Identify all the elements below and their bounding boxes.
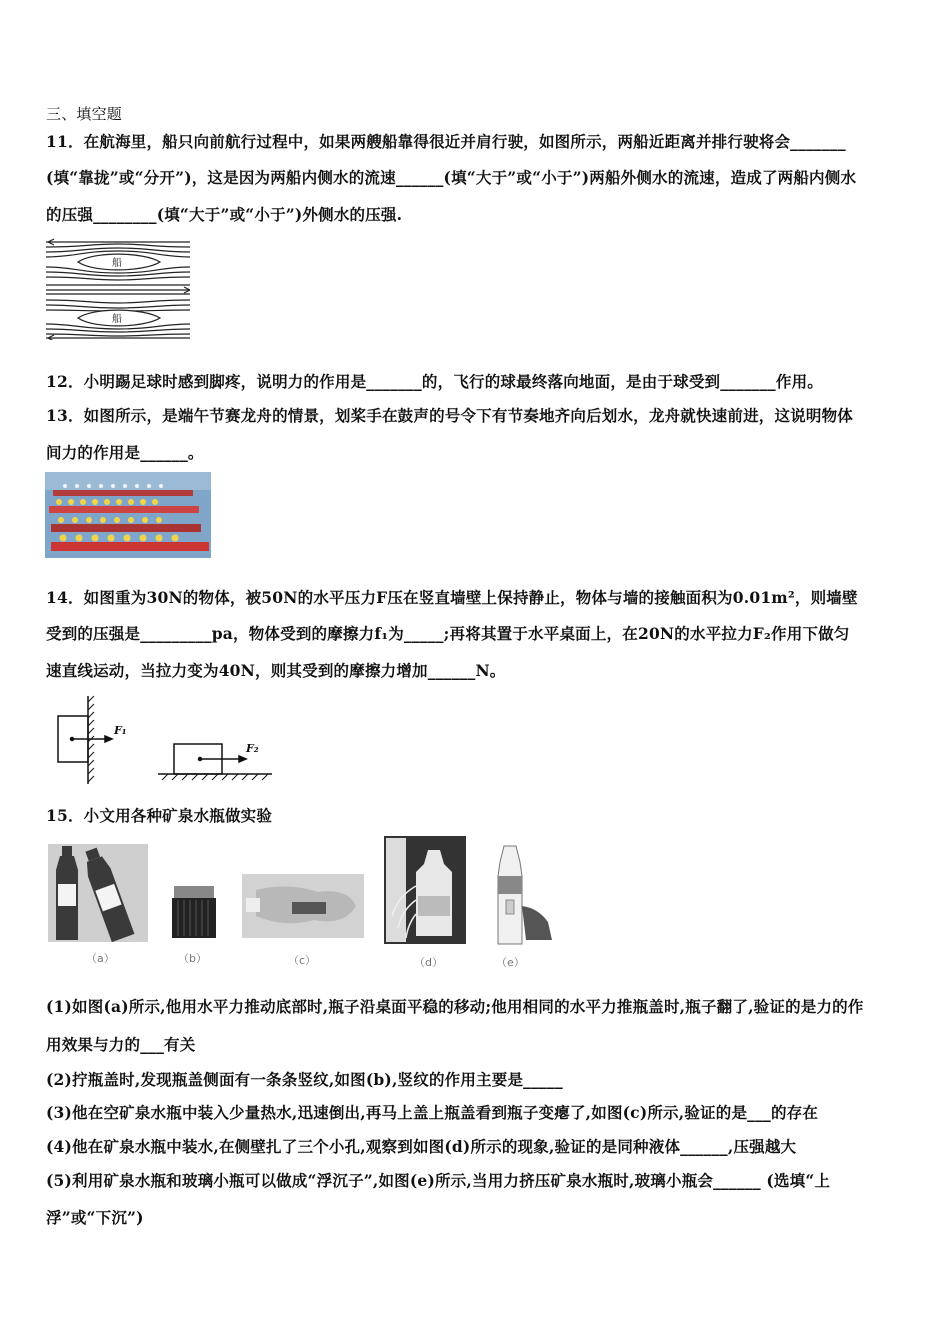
q14-line-2: 受到的压强是_________pa，物体受到的摩擦力f₁为_____;再将其置于水平桌面上，在20N的水平拉力F₂作用下做匀 xyxy=(46,624,850,643)
q14-line-3: 速直线运动，当拉力变为40N，则其受到的摩擦力增加______N。 xyxy=(46,661,506,680)
section-title: 三、填空题 xyxy=(46,105,123,123)
two-ships-flow-figure xyxy=(44,236,192,340)
q11-line-2: (填“靠拢”或“分开”)，这是因为两船内侧水的流速______(填“大于”或“小于”)两船外侧水的流速，造成了两船内侧水 xyxy=(46,168,857,187)
q15-p2: (2)拧瓶盖时,发现瓶盖侧面有一条条竖纹,如图(b),竖纹的作用主要是_____ xyxy=(46,1070,563,1089)
ship-label-top: 船 xyxy=(112,258,122,269)
q11-line-1: 11．在航海里，船只向前航行过程中，如果两艘船靠得很近并肩行驶，如图所示，两船近距离并排行驶将会_______ xyxy=(46,132,846,151)
q15-p1-line-1: (1)如图(a)所示,他用水平力推动底部时,瓶子沿桌面平稳的移动;他用相同的水平力推瓶盖时,瓶子翻了,验证的是力的作 xyxy=(46,997,864,1016)
q15-p1-line-2: 用效果与力的___有关 xyxy=(46,1035,196,1054)
caption-c: （c） xyxy=(288,954,317,967)
q15-p5-line-1: (5)利用矿泉水瓶和玻璃小瓶可以做成“浮沉子”,如图(e)所示,当用力挤压矿泉水瓶时,玻璃小瓶会______ (选填“上 xyxy=(46,1171,831,1190)
q15-p3: (3)他在空矿泉水瓶中装入少量热水,迅速倒出,再马上盖上瓶盖看到瓶子变瘪了,如图(c)所示,验证的是___的存在 xyxy=(46,1103,819,1122)
force-diagram xyxy=(50,694,280,786)
q13-line-1: 13．如图所示，是端午节赛龙舟的情景，划桨手在鼓声的号令下有节奏地齐向后划水，龙舟就快速前进，这说明物体 xyxy=(46,406,853,425)
q15-p5-line-2: 浮”或“下沉”) xyxy=(46,1208,144,1227)
q15-title: 15．小文用各种矿泉水瓶做实验 xyxy=(46,806,273,825)
q15-p4: (4)他在矿泉水瓶中装水,在侧壁扎了三个小孔,观察到如图(d)所示的现象,验证的是同种液体______,压强越大 xyxy=(46,1137,797,1156)
caption-e: （e） xyxy=(496,956,525,969)
force1-label: F₁ xyxy=(114,724,127,737)
caption-d: （d） xyxy=(414,956,443,969)
q14-line-1: 14．如图重为30N的物体，被50N的水平压力F压在竖直墙壁上保持静止，物体与墙的接触面积为0.01m²，则墙壁 xyxy=(46,588,858,607)
caption-a: （a） xyxy=(86,952,115,965)
force2-label: F₂ xyxy=(246,742,259,755)
caption-b: （b） xyxy=(178,952,207,965)
dragon-boat-photo xyxy=(45,472,211,558)
q13-line-2: 间力的作用是______。 xyxy=(46,443,204,462)
bottle-experiments-figure xyxy=(48,836,556,972)
ship-label-bottom: 船 xyxy=(112,314,122,325)
q12-line-1: 12．小明踢足球时感到脚疼，说明力的作用是_______的，飞行的球最终落向地面，是由于球受到_______作用。 xyxy=(46,372,823,391)
q11-line-3: 的压强________(填“大于”或“小于”)外侧水的压强. xyxy=(46,205,403,224)
